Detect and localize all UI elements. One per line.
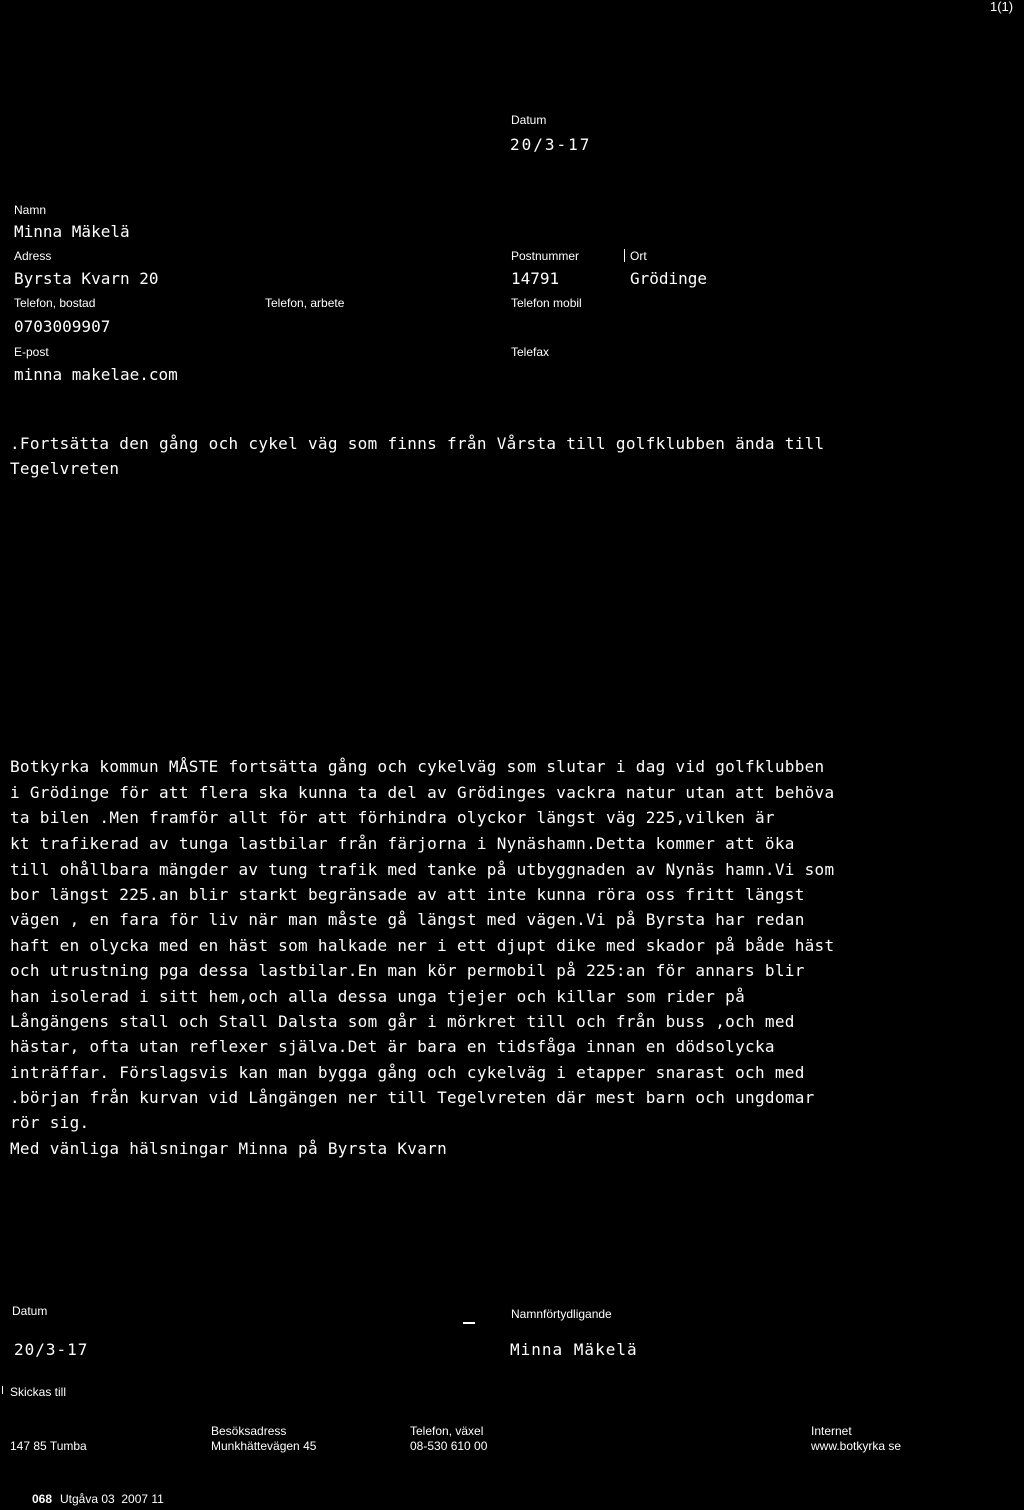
body-line: och utrustning pga dessa lastbilar.En man kör permobil på 225:an för annars blir (10, 961, 805, 980)
footer-internet-label: Internet (811, 1424, 852, 1438)
signature-date-label: Datum (12, 1304, 48, 1318)
phone-work-label: Telefon, arbete (265, 296, 345, 310)
fax-label: Telefax (511, 345, 550, 359)
body-line: haft en olycka med en häst som halkade ner i ett djupt dike med skador på både häst (10, 936, 835, 955)
body-line: Långängens stall och Stall Dalsta som går i mörkret till och från buss ,och med (10, 1012, 795, 1031)
closing-line: Med vänliga hälsningar Minna på Byrsta Kvarn (10, 1139, 448, 1158)
body-line: Botkyrka kommun MÅSTE fortsätta gång och cykelväg som slutar i dag vid golfklubben (10, 757, 825, 776)
subject-line-1: .Fortsätta den gång och cykel väg som finns från Vårsta till golfklubben ända till (10, 434, 825, 453)
body-line: ta bilen .Men framför allt för att förhindra olyckor längst väg 225,vilken är (10, 808, 775, 827)
city-label: Ort (630, 249, 647, 263)
body-line: kt trafikerad av tunga lastbilar från färjorna i Nynäshamn.Detta kommer att öka (10, 834, 795, 853)
body-line: .början från kurvan vid Långängen ner till Tegelvreten där mest barn och ungdomar (10, 1088, 815, 1107)
name-value: Minna Mäkelä (14, 222, 130, 241)
postal-code-value: 14791 (511, 269, 560, 288)
form-number: 068 (32, 1492, 53, 1506)
name-label: Namn (14, 203, 47, 217)
body-line: bor längst 225.an blir starkt begränsade av att inte kunna röra oss fritt längst (10, 885, 805, 904)
subject-line-2: Tegelvreten (10, 459, 120, 478)
body-line: i Grödinge för att flera ska kunna ta del av Grödinges vackra natur utan att behöva (10, 783, 835, 802)
email-value: minna makelae.com (14, 365, 178, 384)
name-clarification-value: Minna Mäkelä (510, 1340, 638, 1359)
body-line: han isolerad i sitt hem,och alla dessa unga tjejer och killar som rider på (10, 987, 746, 1006)
mobile-phone-label: Telefon mobil (511, 296, 582, 310)
field-divider (624, 249, 625, 262)
body-line: till ohållbara mängder av tung trafik med tanke på utbyggnaden av Nynäs hamn.Vi som (10, 860, 835, 879)
address-value: Byrsta Kvarn 20 (14, 269, 159, 288)
body-line: vägen , en fara för liv när man måste gå längst med vägen.Vi på Byrsta har redan (10, 910, 805, 929)
footer-visit-value: Munkhättevägen 45 (211, 1439, 317, 1453)
footer-phone-label: Telefon, växel (410, 1424, 484, 1438)
signature-date-value: 20/3-17 (14, 1340, 89, 1359)
name-clarification-label: Namnförtydligande (511, 1307, 612, 1321)
signature-dash (463, 1322, 475, 1324)
postal-code-label: Postnummer (511, 249, 580, 263)
address-label: Adress (14, 249, 52, 263)
body-line: hästar, ofta utan reflexer själva.Det är bara en tidsfåga innan en dödsolycka (10, 1037, 775, 1056)
footer-phone-value: 08-530 610 00 (410, 1439, 488, 1453)
email-label: E-post (14, 345, 49, 359)
page-number: 1(1) (990, 0, 1014, 14)
footer-postal-address: 147 85 Tumba (10, 1439, 87, 1453)
footer-visit-label: Besöksadress (211, 1424, 287, 1438)
body-line: rör sig. (10, 1113, 90, 1132)
city-value: Grödinge (630, 269, 708, 288)
date-value: 20/3-17 (510, 135, 592, 154)
footer-internet-value: www.botkyrka se (811, 1439, 902, 1453)
margin-mark (2, 1386, 3, 1394)
form-edition: Utgåva 03 2007 11 (60, 1492, 164, 1506)
body-line: inträffar. Förslagsvis kan man bygga gång och cykelväg i etapper snarast och med (10, 1063, 805, 1082)
phone-home-value: 0703009907 (14, 317, 111, 336)
send-to-label: Skickas till (10, 1385, 67, 1399)
date-label: Datum (511, 113, 547, 127)
phone-home-label: Telefon, bostad (14, 296, 96, 310)
